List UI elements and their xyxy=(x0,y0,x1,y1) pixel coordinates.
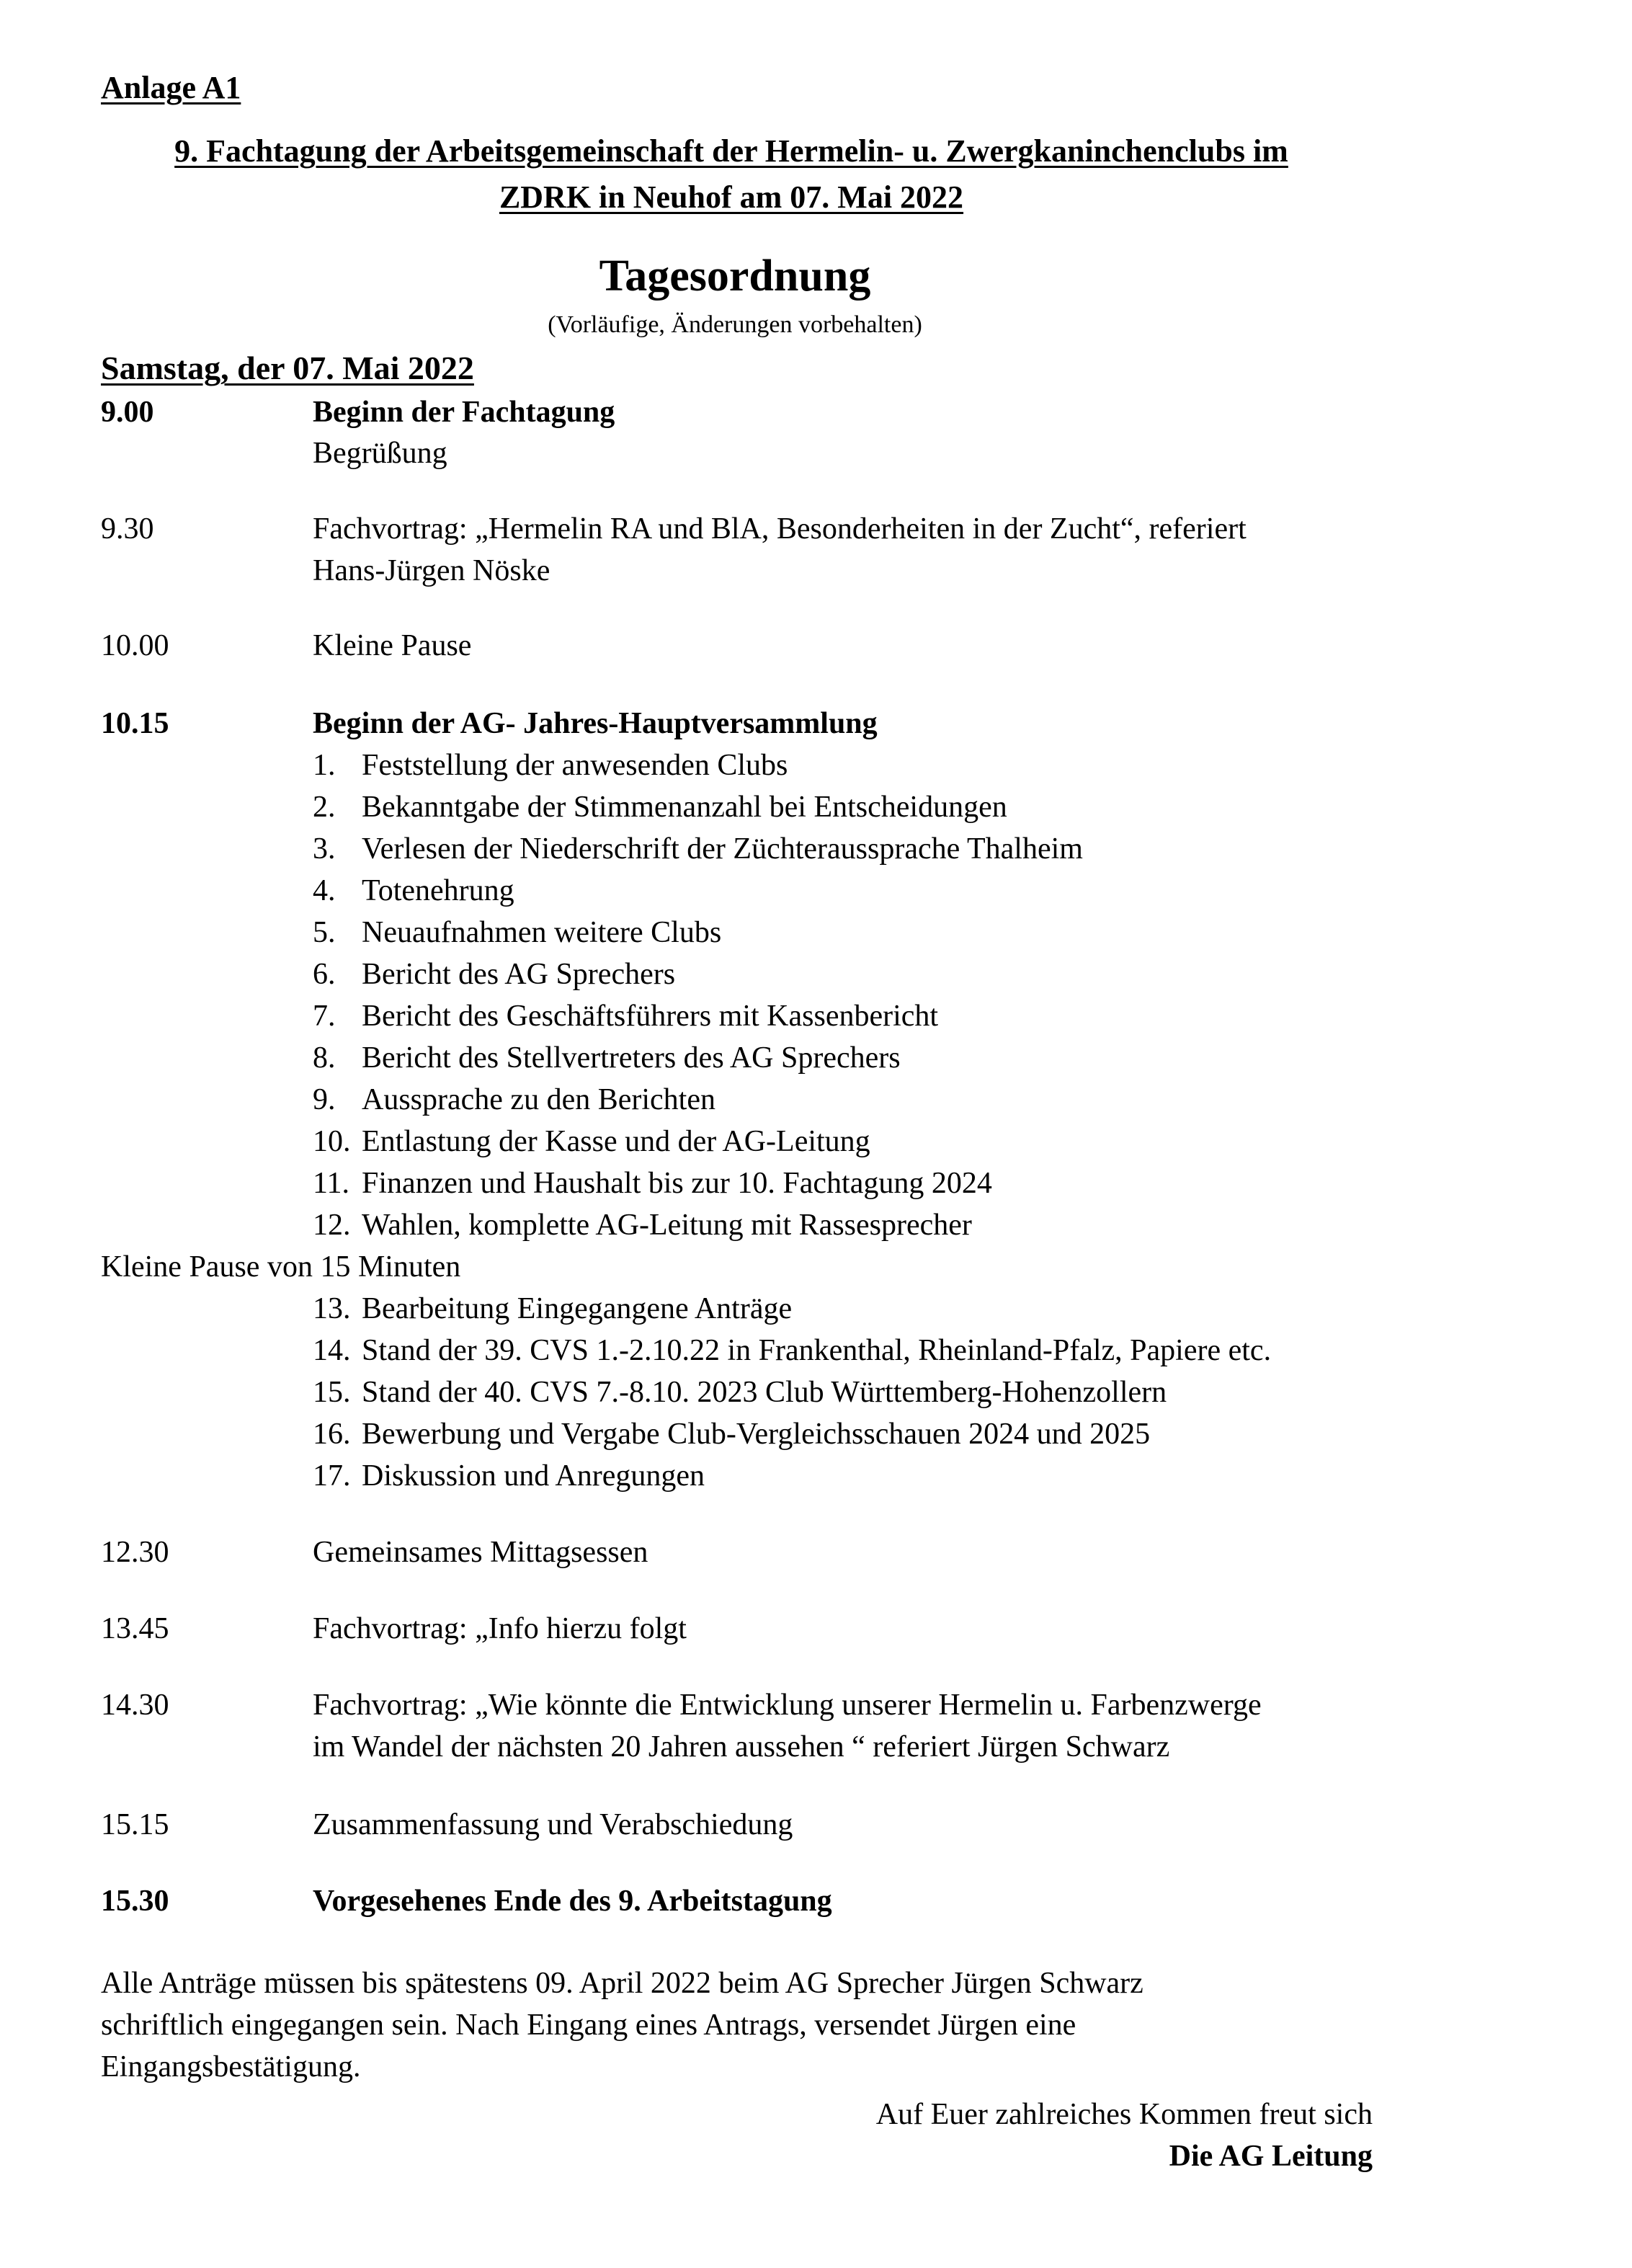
break-note: Kleine Pause von 15 Minuten xyxy=(101,1250,461,1284)
schedule-text: Fachvortrag: „Hermelin RA und BlA, Besonderheiten in der Zucht“, referiert xyxy=(313,512,1247,546)
schedule-text: Hans-Jürgen Nöske xyxy=(313,554,550,587)
agenda-item: Bericht des Stellvertreters des AG Sprechers xyxy=(362,1041,901,1075)
page-subtitle: (Vorläufige, Änderungen vorbehalten) xyxy=(548,311,922,338)
agenda-item-number: 14. xyxy=(313,1334,351,1367)
page-title: Tagesordnung xyxy=(599,252,871,301)
schedule-text: Begrüßung xyxy=(313,437,447,470)
agenda-item: Diskussion und Anregungen xyxy=(362,1459,705,1493)
agenda-item-number: 7. xyxy=(313,1000,336,1033)
schedule-time: 10.00 xyxy=(101,629,169,662)
schedule-text: Gemeinsames Mittagsessen xyxy=(313,1536,648,1569)
agenda-item-number: 9. xyxy=(313,1083,336,1116)
agenda-item: Bericht des AG Sprechers xyxy=(362,958,676,991)
agenda-item: Entlastung der Kasse und der AG-Leitung xyxy=(362,1125,870,1158)
agenda-item-number: 15. xyxy=(313,1376,351,1409)
schedule-time: 15.30 xyxy=(101,1885,169,1918)
agenda-item: Totenehrung xyxy=(362,874,514,907)
schedule-time: 9.30 xyxy=(101,512,154,546)
agenda-item-number: 4. xyxy=(313,874,336,907)
footer-note-line: schriftlich eingegangen sein. Nach Eingang eines Antrags, versendet Jürgen eine xyxy=(101,2009,1076,2042)
schedule-text: Fachvortrag: „Wie könnte die Entwicklung unserer Hermelin u. Farbenzwerge xyxy=(313,1689,1262,1722)
agenda-item: Feststellung der anwesenden Clubs xyxy=(362,749,788,782)
schedule-time: 12.30 xyxy=(101,1536,169,1569)
day-heading: Samstag, der 07. Mai 2022 xyxy=(101,350,474,386)
schedule-time: 13.45 xyxy=(101,1612,169,1645)
agenda-item-number: 12. xyxy=(313,1209,351,1242)
closing-phrase: Auf Euer zahlreiches Kommen freut sich xyxy=(875,2098,1373,2131)
agenda-item-number: 3. xyxy=(313,832,336,866)
schedule-text: Beginn der Fachtagung xyxy=(313,396,615,429)
annex-label: Anlage A1 xyxy=(101,70,241,105)
schedule-text: Beginn der AG- Jahres-Hauptversammlung xyxy=(313,707,878,740)
agenda-item-number: 13. xyxy=(313,1292,351,1325)
schedule-text: Fachvortrag: „Info hierzu folgt xyxy=(313,1612,687,1645)
footer-note-line: Eingangsbestätigung. xyxy=(101,2050,361,2084)
agenda-item: Bewerbung und Vergabe Club-Vergleichsschauen 2024 und 2025 xyxy=(362,1418,1151,1451)
agenda-item-number: 5. xyxy=(313,916,336,949)
schedule-text: Kleine Pause xyxy=(313,629,472,662)
agenda-item-number: 6. xyxy=(313,958,336,991)
agenda-item: Finanzen und Haushalt bis zur 10. Fachtagung 2024 xyxy=(362,1167,992,1200)
schedule-time: 10.15 xyxy=(101,707,169,740)
agenda-item-number: 11. xyxy=(313,1167,349,1200)
agenda-item: Neuaufnahmen weitere Clubs xyxy=(362,916,722,949)
agenda-item: Bekanntgabe der Stimmenanzahl bei Entscheidungen xyxy=(362,791,1007,824)
agenda-item: Bearbeitung Eingegangene Anträge xyxy=(362,1292,793,1325)
agenda-item: Stand der 39. CVS 1.-2.10.22 in Frankenthal, Rheinland-Pfalz, Papiere etc. xyxy=(362,1334,1272,1367)
agenda-item: Bericht des Geschäftsführers mit Kassenbericht xyxy=(362,1000,939,1033)
agenda-item: Aussprache zu den Berichten xyxy=(362,1083,715,1116)
event-heading-line-1: 9. Fachtagung der Arbeitsgemeinschaft der Hermelin- u. Zwergkaninchenclubs im xyxy=(174,133,1288,169)
event-heading-line-2: ZDRK in Neuhof am 07. Mai 2022 xyxy=(499,179,964,215)
schedule-time: 9.00 xyxy=(101,396,154,429)
agenda-item: Wahlen, komplette AG-Leitung mit Rassesprecher xyxy=(362,1209,972,1242)
agenda-item-number: 2. xyxy=(313,791,336,824)
schedule-time: 14.30 xyxy=(101,1689,169,1722)
footer-note-line: Alle Anträge müssen bis spätestens 09. April 2022 beim AG Sprecher Jürgen Schwarz xyxy=(101,1967,1143,2000)
agenda-item-number: 17. xyxy=(313,1459,351,1493)
schedule-time: 15.15 xyxy=(101,1808,169,1841)
agenda-item-number: 16. xyxy=(313,1418,351,1451)
schedule-text: Vorgesehenes Ende des 9. Arbeitstagung xyxy=(313,1885,832,1918)
schedule-text: Zusammenfassung und Verabschiedung xyxy=(313,1808,793,1841)
schedule-text: im Wandel der nächsten 20 Jahren aussehen “ referiert Jürgen Schwarz xyxy=(313,1730,1170,1764)
agenda-item-number: 10. xyxy=(313,1125,351,1158)
agenda-item-number: 8. xyxy=(313,1041,336,1075)
signature: Die AG Leitung xyxy=(1169,2140,1373,2173)
agenda-item: Stand der 40. CVS 7.-8.10. 2023 Club Württemberg-Hohenzollern xyxy=(362,1376,1167,1409)
agenda-item-number: 1. xyxy=(313,749,336,782)
agenda-item: Verlesen der Niederschrift der Züchteraussprache Thalheim xyxy=(362,832,1083,866)
